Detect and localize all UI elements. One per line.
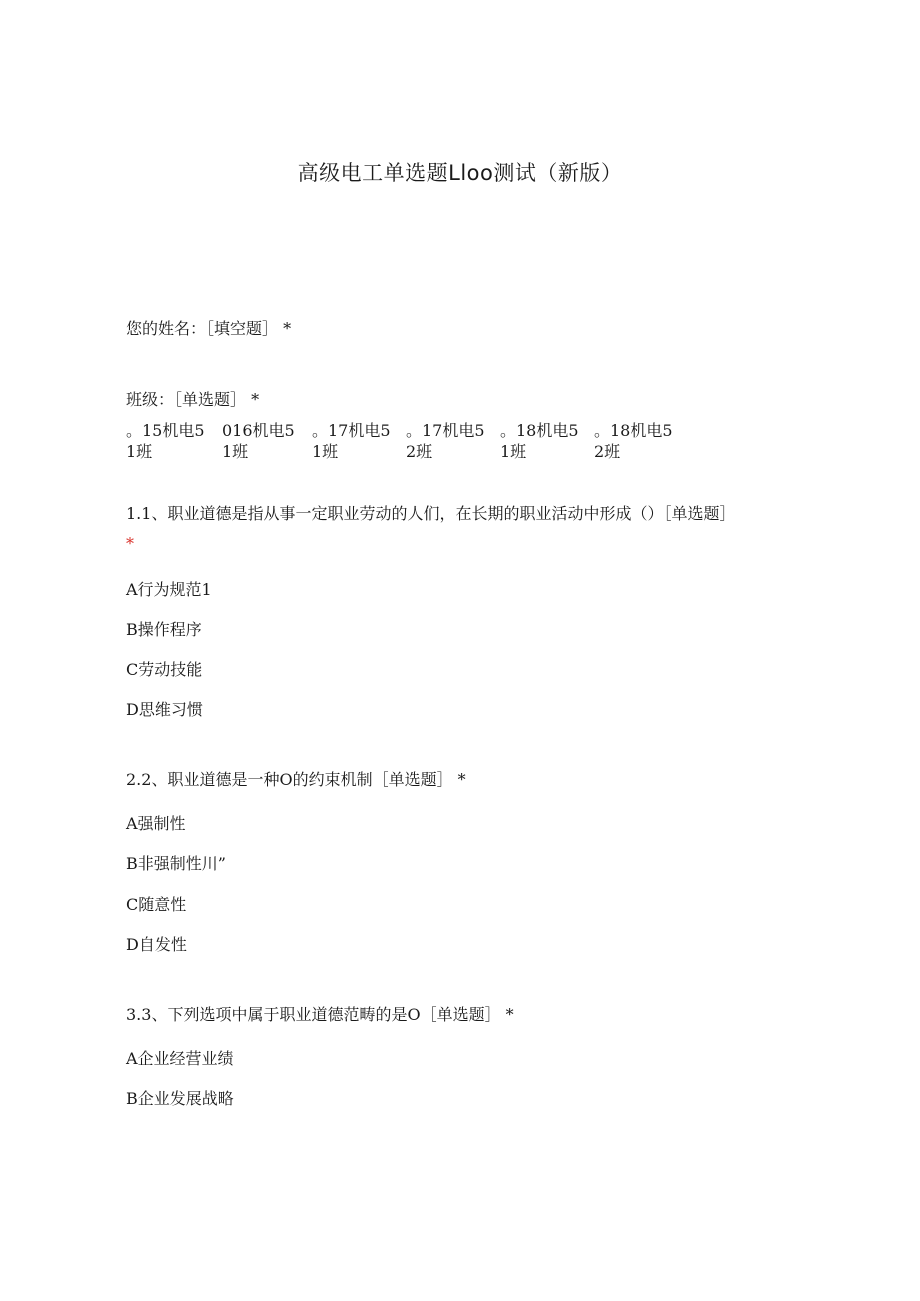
question-stem: 2.2、职业道德是一种O的约束机制［单选题］ [126,770,453,789]
class-option-line1: 。17机电5 [406,421,485,440]
required-mark: * [457,770,466,789]
class-option-line1: 。15机电5 [126,421,205,440]
answer-option[interactable]: C劳动技能 [126,660,203,679]
class-option-line1: 。18机电5 [594,421,673,440]
class-option-line2: 1班 [312,442,339,461]
question-stem: 1.1、职业道德是指从事一定职业劳动的人们，在长期的职业活动中形成（）［单选题］ [126,504,736,523]
class-option-line1: 。18机电5 [500,421,579,440]
answer-option[interactable]: A行为规范1 [126,580,212,599]
class-question-label: 班级：［单选题］ [126,390,247,409]
required-mark: * [126,534,134,553]
required-mark: * [283,319,292,338]
class-option[interactable] [222,420,295,462]
name-question-label: 您的姓名：［填空题］ [126,319,279,338]
question-stem: 3.3、下列选项中属于职业道德范畴的是O［单选题］ [126,1005,501,1024]
answer-option[interactable]: D思维习惯 [126,700,203,719]
answer-option[interactable]: D自发性 [126,935,187,954]
answer-option[interactable]: B企业发展战略 [126,1089,234,1108]
class-options [126,420,706,464]
required-mark: * [505,1005,514,1024]
class-option-line1: 。17机电5 [312,421,391,440]
name-question [126,316,291,339]
answer-option[interactable]: A强制性 [126,814,186,833]
class-option[interactable] [406,420,485,462]
class-option[interactable] [126,420,205,462]
required-mark: * [251,390,260,409]
answer-option[interactable]: B非强制性川” [126,854,226,873]
class-option[interactable] [312,420,391,462]
page-title: 高级电工单选题Lloo测试（新版） [297,161,623,185]
class-option[interactable] [500,420,579,462]
answer-option[interactable]: C随意性 [126,895,187,914]
class-option-line2: 1班 [500,442,527,461]
question [126,1002,514,1025]
class-question [126,387,259,410]
answer-option[interactable]: A企业经营业绩 [126,1049,234,1068]
class-option[interactable] [594,420,673,462]
class-option-line2: 1班 [126,442,153,461]
class-option-line2: 2班 [406,442,433,461]
answer-option[interactable]: B操作程序 [126,620,202,639]
class-option-line1: 016机电5 [222,421,295,440]
question [126,767,466,790]
class-option-line2: 2班 [594,442,621,461]
class-option-line2: 1班 [222,442,249,461]
